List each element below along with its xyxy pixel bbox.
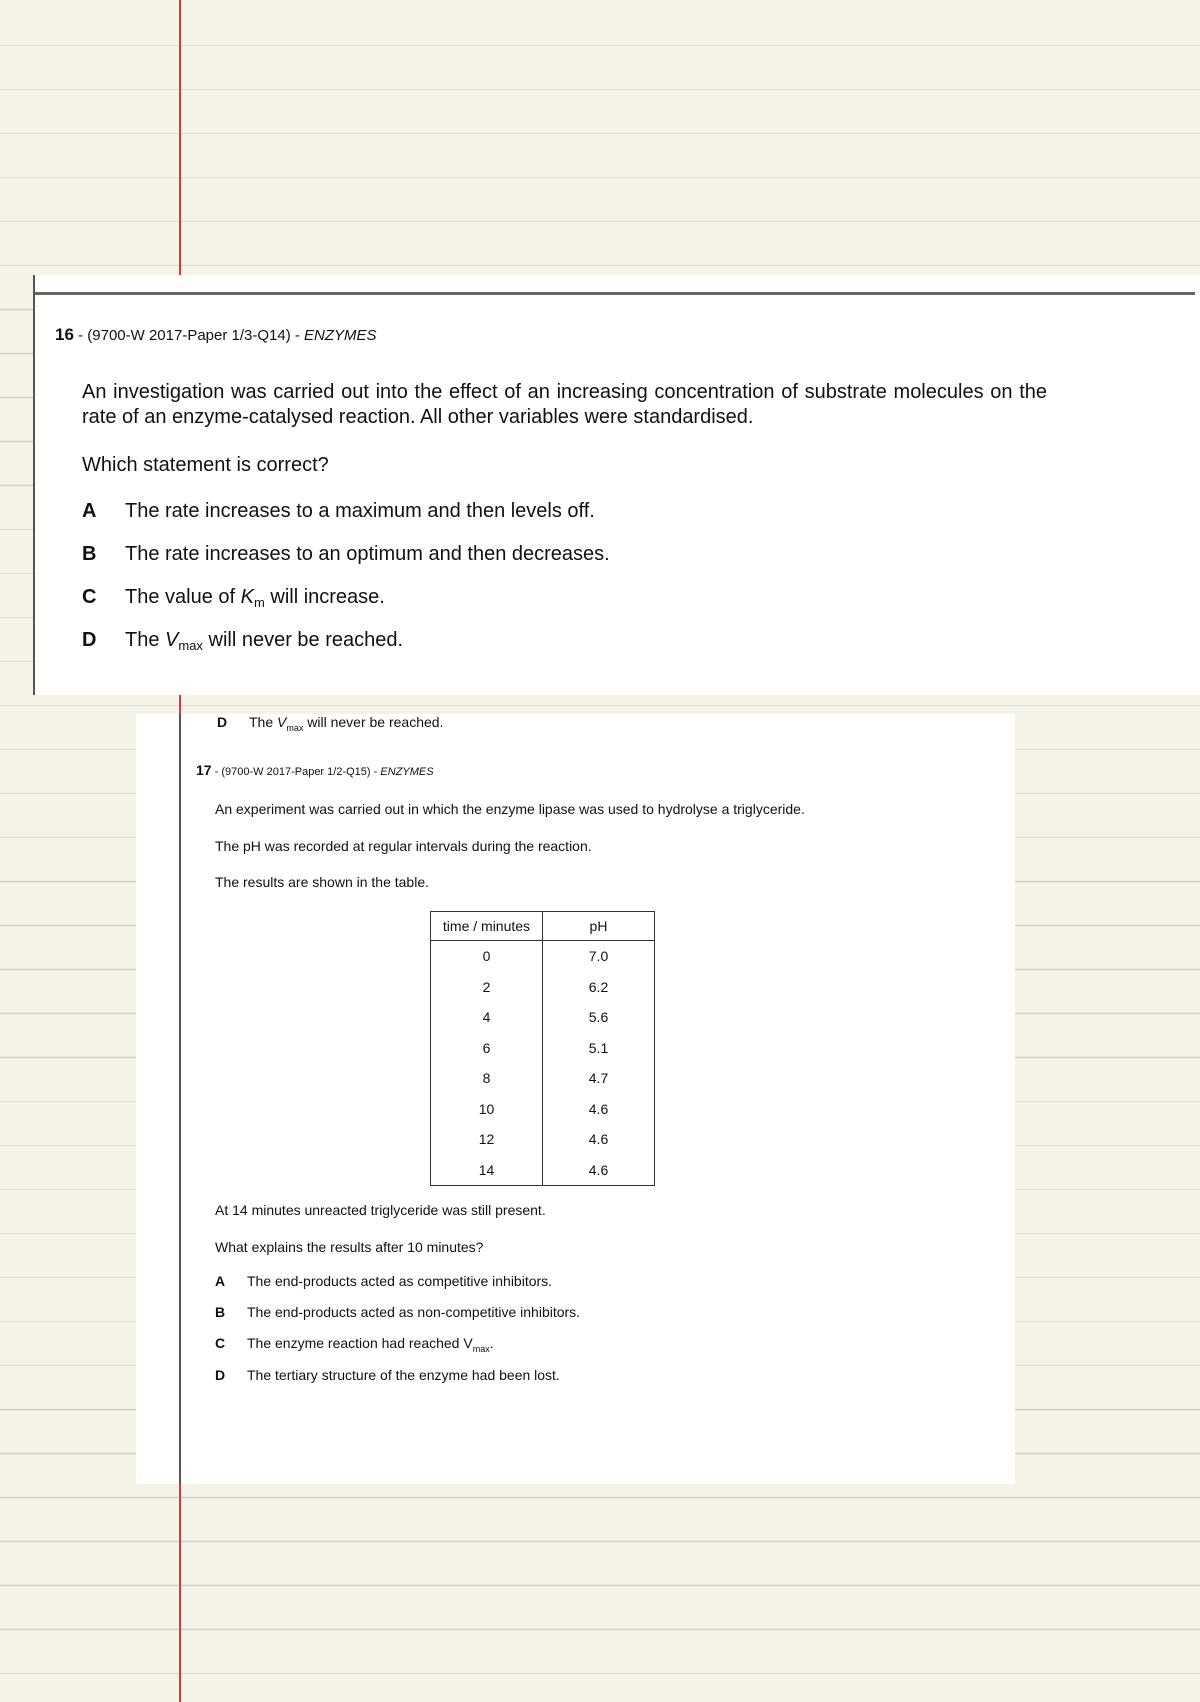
table-row: 8 4.7: [431, 1063, 655, 1094]
carry-over-option-d: D The $V_{max}$ will never be reached.: [217, 714, 444, 733]
question-17-after-line: At 14 minutes unreacted triglyceride was still present.: [215, 1202, 546, 1218]
option-a: A The end-products acted as competitive inhibitors.: [215, 1273, 553, 1289]
question-topic: ENZYMES: [380, 766, 434, 778]
question-topic: ENZYMES: [304, 327, 377, 344]
question-17-line-1: An experiment was carried out in which the enzyme lipase was used to hydrolyse a triglyceride.: [215, 801, 805, 817]
option-b: B The rate increases to an optimum and then decreases.: [82, 543, 610, 565]
table-row: 0 7.0: [431, 941, 655, 972]
question-16-stem: An investigation was carried out into the effect of an increasing concentration of substrate molecules on the rate of an enzyme-catalysed reaction. All other variables were standardised.: [82, 381, 1047, 428]
results-table: [430, 911, 655, 1186]
question-source: (9700-W 2017-Paper 1/2-Q15): [221, 766, 371, 778]
question-17-line-3: The results are shown in the table.: [215, 874, 430, 890]
question-source: (9700-W 2017-Paper 1/3-Q14): [87, 327, 291, 344]
table-header-row: [431, 912, 655, 941]
question-16-card: [33, 275, 1200, 695]
question-number: 17: [196, 762, 212, 778]
option-d: D The tertiary structure of the enzyme had been lost.: [215, 1367, 560, 1383]
option-c: C The value of $K_m$ will increase.: [82, 586, 385, 610]
question-16-header: 16 - (9700-W 2017-Paper 1/3-Q14) - ENZYMES: [55, 325, 377, 344]
table-row: 4 5.6: [431, 1002, 655, 1033]
question-16-prompt: Which statement is correct?: [82, 454, 329, 476]
table-row: 12 4.6: [431, 1124, 655, 1155]
option-a: A The rate increases to a maximum and then levels off.: [82, 500, 595, 522]
table-row: 10 4.6: [431, 1094, 655, 1125]
option-c: C The enzyme reaction had reached $V_{max}$.: [215, 1335, 494, 1354]
table-row: 2 6.2: [431, 972, 655, 1003]
question-17-line-2: The pH was recorded at regular intervals during the reaction.: [215, 838, 592, 854]
table-row: 6 5.1: [431, 1033, 655, 1064]
card-left-rule: [179, 714, 181, 1484]
table-header: time / minutes: [431, 912, 543, 941]
question-number: 16: [55, 325, 74, 344]
card-top-rule: [35, 292, 1195, 295]
question-17-prompt: What explains the results after 10 minutes?: [215, 1239, 484, 1255]
table-header: pH: [543, 912, 655, 941]
option-d: D The $V_{max}$ will never be reached.: [82, 629, 404, 653]
question-17-header: 17 - (9700-W 2017-Paper 1/2-Q15) - ENZYMES: [196, 762, 434, 778]
option-b: B The end-products acted as non-competitive inhibitors.: [215, 1304, 581, 1320]
table-row: 14 4.6: [431, 1155, 655, 1186]
question-17-card: [136, 714, 1015, 1484]
